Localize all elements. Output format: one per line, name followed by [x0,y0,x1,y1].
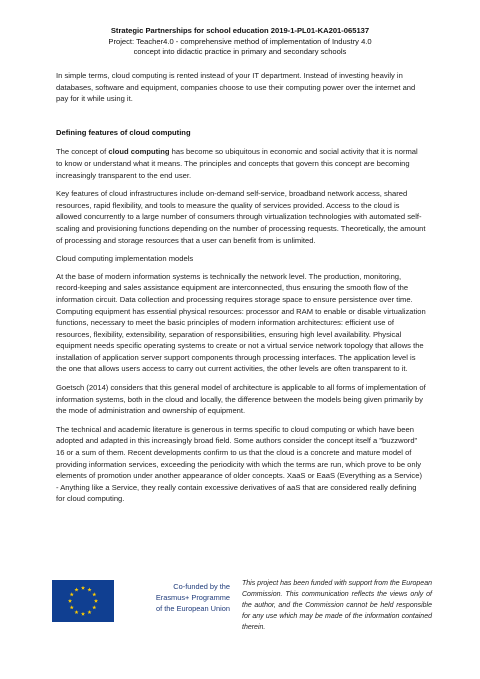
section-heading: Defining features of cloud computing [56,127,191,137]
eu-flag-stars [52,580,114,622]
paragraph-concept [56,146,426,181]
subheading-implementation-models: Cloud computing implementation models [56,254,194,264]
header-project-line-1: Project: Teacher4.0 - comprehensive method of implementation of Industry 4.0 [108,36,372,46]
header-title: Strategic Partnerships for school education 2019-1-PL01-KA201-065137 [110,26,370,35]
page-footer [52,578,432,631]
paragraph-literature: The technical and academic literature is generous in terms specific to cloud computing or which have been adopted and adapted in this increasingly broad field. Some authors consider the concept itself a "buzzword" 16 or a sum of them. Recent developments confirm to us that the cloud is a concrete and mature model of providing information services, exceeding the periodicity with which the terms are run, which prove to be only elements of promotion under another appearance of older concepts. XaaS or EaaS (Everything as a Service) - Anything like a Service, they really contain excessive derivatives of aaS that are considered really defining for cloud computing. [56,424,422,504]
paragraph-concept-rest: has become so ubiquitous in economic and social activity that it is normal to know or understand what it means. The principles and concepts that govern this concept are becoming increasingly transparent to the end user. [56,147,418,180]
funding-disclaimer: This project has been funded with support from the European Commission. This communication reflects the views only of the author, and the Commission cannot be held responsible for any use which may be made of the information contained therein. [242,580,432,631]
paragraph-key-features: Key features of cloud infrastructures include on-demand self-service, broadband network access, shared resources, rapid flexibility, and tools to measure the quality of services provided. Access to the cloud is allowed concurrently to a large number of consumers through virtualization technologies with automated self-scaling and provisioning functions depending on the number of processing requests. Theoretically, the amount of processing and storage resources that a user can benefit from is unlimited. [56,189,426,245]
logo-line-2: Erasmus+ Programme [155,593,230,602]
paragraph-network-level: At the base of modern information systems is technically the network level. The production, monitoring, record-keeping and sales assistance equipment are interconnected, thus ensuring the smooth flow of the information circuit. Data collection and processing requires storage space to ensure persistence over time. Computing equipment has essential physical resources: processor and RAM to enable or disable virtualization functions, necessary to meet the basic principles of modern information architectures: efficient use of resources, flexibility, extensibility, separation of responsibilities, ensuring high level availability. Physical equipment needs specific operating systems to create or not a virtual service network topology that allows the installation of application server support components through processing interfaces. The application level is the one that allows users access to carry out current activities, the other levels are often transparent to it. [56,271,426,374]
logo-line-3: of the European Union [156,604,230,613]
eu-flag-logo [52,580,114,622]
erasmus-logo-text [118,581,230,614]
main-content [56,70,426,512]
header-project-line-2: concept into didactic practice in primary and secondary schools [133,47,347,56]
paragraph-concept-term: cloud computing [108,147,170,157]
logo-line-1: Co-funded by the [173,582,230,591]
intro-paragraph: In simple terms, cloud computing is rented instead of your IT department. Instead of investing heavily in databases, software and equipment, companies choose to use their computing power over the internet and pay for it while using it. [56,71,416,104]
paragraph-concept-lead: The concept of [56,147,109,157]
paragraph-goetsch: Goetsch (2014) considers that this general model of architecture is applicable to all forms of implementation of information systems, both in the cloud and locally, the difference between the models being given primarily by the mode of administration and ownership of equipment. [56,383,426,416]
page-header [0,26,480,58]
